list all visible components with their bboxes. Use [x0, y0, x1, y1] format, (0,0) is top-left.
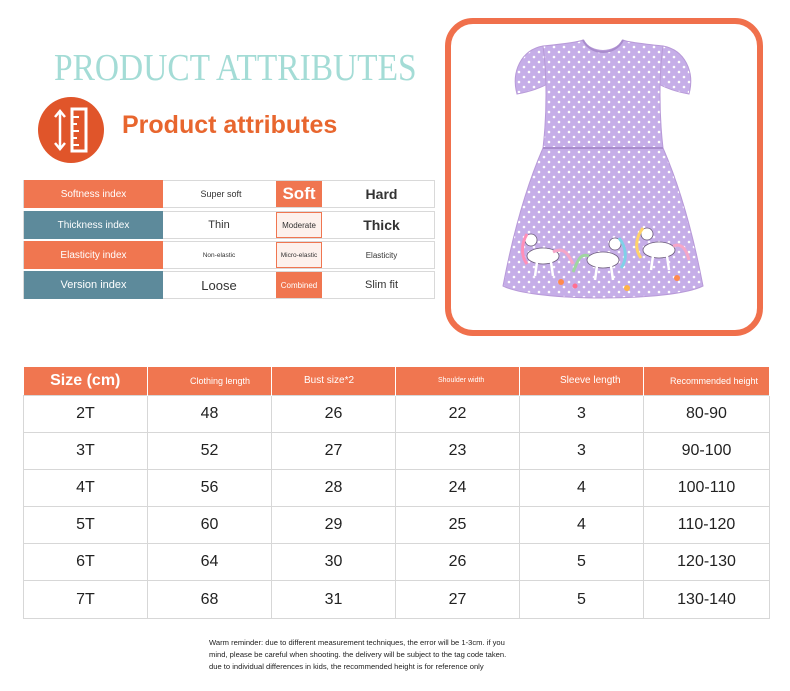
attribute-row-elasticity: [23, 241, 435, 269]
column-header-bust-size: Bust size*2: [272, 367, 396, 395]
attribute-row-version: [23, 271, 435, 299]
table-cell: 130-140: [644, 581, 770, 618]
table-header-row: [24, 367, 770, 395]
page-title-decorative: PRODUCT ATTRIBUTES: [54, 47, 417, 89]
table-cell: 6T: [24, 544, 148, 581]
table-cell: 64: [148, 544, 272, 581]
attribute-option: Hard: [365, 186, 398, 202]
attribute-option: Loose: [201, 277, 237, 293]
table-cell: 7T: [24, 581, 148, 618]
attribute-row-thickness: [23, 211, 435, 239]
table-cell: 27: [396, 581, 520, 618]
ruler-badge: [38, 97, 104, 163]
table-cell: 3T: [24, 432, 148, 469]
attribute-label: Version index: [24, 271, 163, 299]
note-line: mind, please be careful when shooting. the delivery will be subject to the tag code taken.: [209, 650, 507, 659]
size-chart-table: [23, 367, 770, 619]
table-cell: 26: [396, 544, 520, 581]
ruler-icon: [38, 97, 104, 163]
attribute-option: Elasticity: [365, 250, 398, 260]
note-line: Warm reminder: due to different measurement techniques, the error will be 1-3cm. if you: [209, 638, 505, 647]
table-cell: 26: [272, 395, 396, 432]
table-cell: 4: [520, 507, 644, 544]
attribute-label: Softness index: [24, 180, 163, 208]
note-line: due to individual differences in kids, the recommended height is for reference only: [209, 662, 484, 671]
table-cell: 68: [148, 581, 272, 618]
table-cell: 5T: [24, 507, 148, 544]
attribute-option-selected: Soft: [276, 181, 322, 207]
table-cell: 28: [272, 469, 396, 506]
table-cell: 56: [148, 469, 272, 506]
attribute-option: Super soft: [200, 188, 242, 199]
table-cell: 120-130: [644, 544, 770, 581]
table-cell: 3: [520, 432, 644, 469]
table-cell: 3: [520, 395, 644, 432]
column-header-sleeve-length: Sleeve length: [520, 367, 644, 395]
table-row: [24, 544, 770, 581]
attribute-label: Elasticity index: [24, 241, 163, 269]
table-row: [24, 469, 770, 506]
table-cell: 60: [148, 507, 272, 544]
warm-reminder-note: [209, 637, 589, 673]
table-cell: 110-120: [644, 507, 770, 544]
column-header-clothing-length: Clothing length: [148, 367, 272, 395]
table-cell: 48: [148, 395, 272, 432]
table-cell: 80-90: [644, 395, 770, 432]
attribute-label: Thickness index: [24, 211, 163, 239]
column-header-size: Size (cm): [24, 367, 148, 395]
column-header-shoulder-width: Shoulder width: [396, 367, 520, 395]
table-cell: 22: [396, 395, 520, 432]
table-cell: 29: [272, 507, 396, 544]
dress-image: [451, 24, 757, 330]
column-header-recommended-height: Recommended height: [644, 367, 770, 395]
attribute-option: Slim fit: [365, 279, 398, 291]
attribute-option-selected: Micro-elastic: [276, 242, 322, 268]
attribute-option-selected: Combined: [276, 272, 322, 298]
table-row: [24, 432, 770, 469]
attribute-option-selected: Moderate: [276, 212, 322, 238]
table-cell: 27: [272, 432, 396, 469]
attribute-option: Non-elastic: [202, 251, 236, 259]
table-cell: 52: [148, 432, 272, 469]
attribute-option: Thin: [208, 219, 230, 231]
section-title: Product attributes: [122, 111, 338, 139]
table-cell: 100-110: [644, 469, 770, 506]
product-photo: [445, 18, 763, 336]
table-row: [24, 581, 770, 618]
table-cell: 2T: [24, 395, 148, 432]
table-cell: 4: [520, 469, 644, 506]
table-cell: 5: [520, 544, 644, 581]
table-cell: 31: [272, 581, 396, 618]
table-cell: 5: [520, 581, 644, 618]
table-row: [24, 395, 770, 432]
table-cell: 23: [396, 432, 520, 469]
table-cell: 30: [272, 544, 396, 581]
attribute-option: Thick: [363, 217, 400, 233]
table-cell: 25: [396, 507, 520, 544]
table-cell: 90-100: [644, 432, 770, 469]
table-row: [24, 507, 770, 544]
attribute-row-softness: [23, 180, 435, 208]
table-cell: 4T: [24, 469, 148, 506]
table-cell: 24: [396, 469, 520, 506]
